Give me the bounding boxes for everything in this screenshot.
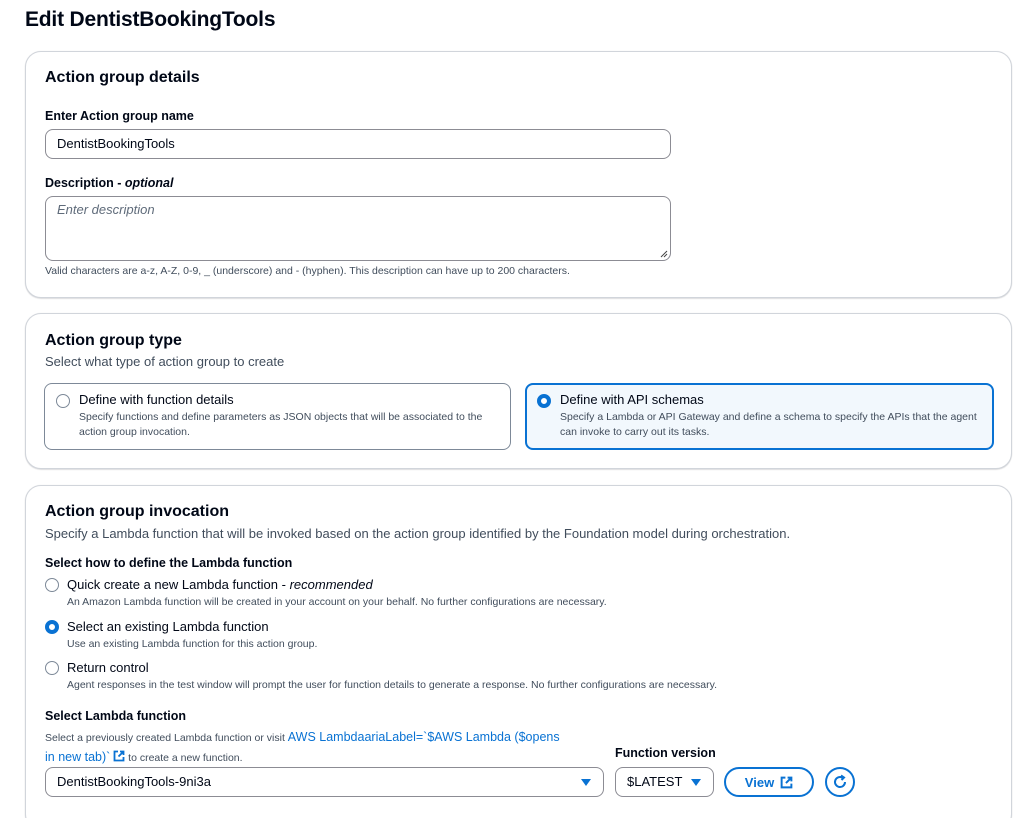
aws-lambda-link-line1: AWS LambdaariaLabel=`$AWS Lambda ($opens [287, 730, 560, 744]
description-placeholder: Enter description [57, 202, 155, 217]
lambda-hint-suffix: to create a new function. [128, 752, 243, 764]
radio-return-control[interactable] [45, 661, 59, 675]
function-version-value: $LATEST [627, 774, 683, 789]
refresh-icon [832, 774, 848, 790]
define-lambda-label: Select how to define the Lambda function [45, 556, 293, 570]
chevron-down-icon [691, 779, 701, 786]
tile-api-schemas-desc: Specify a Lambda or API Gateway and define a schema to specify the APIs that the agent can invoke to carry out its tasks. [560, 411, 977, 438]
function-version-label: Function version [615, 746, 716, 760]
page-title: Edit DentistBookingTools [25, 8, 276, 31]
action-group-type-card [25, 313, 1012, 469]
option-return-control-desc: Agent responses in the test window will prompt the user for function details to generate a response. No further configurations are necessary. [67, 679, 717, 691]
tile-function-details[interactable] [44, 383, 511, 450]
tile-api-schemas-title: Define with API schemas [560, 392, 704, 407]
chevron-down-icon [581, 779, 591, 786]
recommended-tag: recommended [289, 577, 373, 592]
function-version-select[interactable] [615, 767, 714, 797]
option-existing-lambda-title: Select an existing Lambda function [67, 619, 269, 634]
radio-existing-lambda[interactable] [45, 620, 59, 634]
external-link-icon[interactable] [113, 750, 125, 762]
radio-function-details[interactable] [56, 394, 70, 408]
lambda-function-value: DentistBookingTools-9ni3a [57, 774, 211, 789]
view-button-label: View [744, 774, 775, 790]
tile-function-details-title: Define with function details [79, 392, 234, 407]
tile-function-details-desc: Specify functions and define parameters as JSON objects that will be associated to the action group invocation. [79, 411, 483, 438]
type-heading: Action group type [45, 332, 182, 349]
optional-tag: optional [124, 176, 174, 190]
invocation-heading: Action group invocation [45, 503, 229, 520]
name-label: Enter Action group name [45, 109, 194, 123]
lambda-hint-prefix: Select a previously created Lambda function or visit [45, 732, 285, 744]
description-label: Description - optional [45, 176, 174, 190]
tile-api-schemas[interactable] [525, 383, 994, 450]
action-group-name-input[interactable]: DentistBookingTools [45, 129, 671, 159]
description-hint: Valid characters are a-z, A-Z, 0-9, _ (underscore) and - (hyphen). This description can have up to 200 characters. [45, 265, 570, 277]
aws-lambda-link-line2: in new tab)` [45, 750, 111, 764]
action-group-invocation-card [25, 485, 1012, 818]
refresh-button[interactable] [825, 767, 855, 797]
select-lambda-hint [45, 728, 625, 768]
quick-create-title-text: Quick create a new Lambda function [67, 577, 279, 592]
select-lambda-label: Select Lambda function [45, 709, 186, 723]
invocation-subtitle: Specify a Lambda function that will be invoked based on the action group identified by the Foundation model during orchestration. [45, 526, 791, 541]
resize-grip-icon[interactable] [660, 250, 668, 258]
option-existing-lambda-desc: Use an existing Lambda function for this action group. [67, 638, 318, 650]
details-heading: Action group details [45, 69, 200, 86]
description-label-text: Description [45, 176, 114, 190]
radio-api-schemas[interactable] [537, 394, 551, 408]
view-button[interactable] [724, 767, 814, 797]
radio-quick-create[interactable] [45, 578, 59, 592]
external-link-icon [780, 776, 793, 789]
option-return-control-title: Return control [67, 660, 149, 675]
option-quick-create-desc: An Amazon Lambda function will be created in your account on your behalf. No further configurations are necessary. [67, 596, 607, 608]
type-subtitle: Select what type of action group to create [45, 354, 285, 369]
description-textarea[interactable] [45, 196, 671, 261]
action-group-details-card [25, 51, 1012, 298]
option-quick-create-title: Quick create a new Lambda function - recommended [67, 577, 373, 592]
lambda-function-select[interactable] [45, 767, 604, 797]
